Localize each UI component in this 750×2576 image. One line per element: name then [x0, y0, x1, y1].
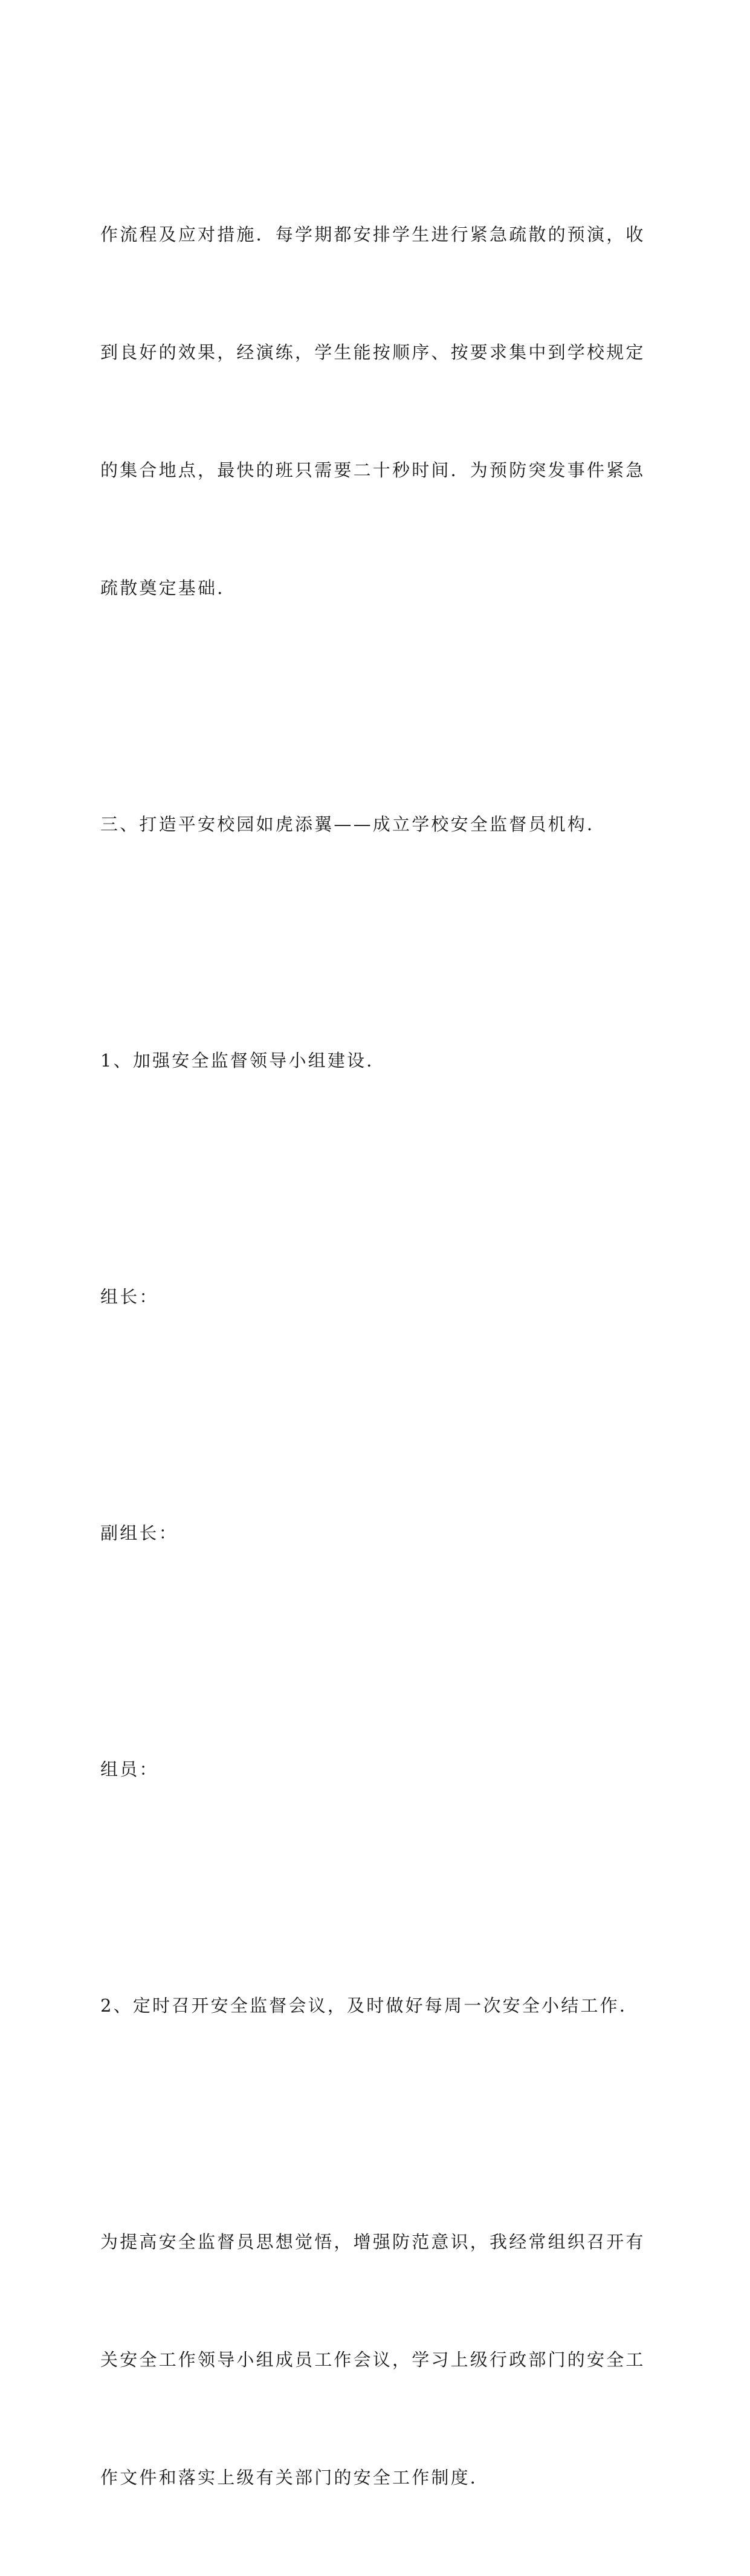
label-text: 副组长： [100, 1523, 178, 1543]
paragraph-evacuation-drill [100, 137, 662, 686]
list-item-text: 1、加强安全监督领导小组建设． [100, 1050, 386, 1071]
list-item-2 [100, 1908, 662, 2104]
label-text: 组长： [100, 1286, 159, 1307]
leader-label [100, 1199, 662, 1395]
document-body [100, 137, 662, 2576]
paragraph-line: 作文件和落实上级有关部门的安全工作制度． [100, 2467, 490, 2488]
section-heading-3 [100, 726, 662, 923]
paragraph-line: 关安全工作领导小组成员工作会议，学习上级行政部门的安全工 [100, 2349, 645, 2370]
list-item-1 [100, 963, 662, 1159]
member-label [100, 1671, 662, 1868]
list-item-text: 2、定时召开安全监督会议，及时做好每周一次安全小结工作． [100, 1995, 639, 2016]
paragraph-supervision-meetings [100, 2144, 662, 2576]
heading-text: 三、打造平安校园如虎添翼——成立学校安全监督员机构． [100, 814, 607, 834]
paragraph-line: 为提高安全监督员思想觉悟，增强防范意识，我经常组织召开有 [100, 2232, 645, 2252]
deputy-leader-label [100, 1435, 662, 1632]
paragraph-line: 作流程及应对措施．每学期都安排学生进行紧急疏散的预演，收 [100, 224, 645, 245]
paragraph-line: 的集合地点，最快的班只需要二十秒时间．为预防突发事件紧急 [100, 460, 645, 480]
paragraph-line: 疏散奠定基础． [100, 578, 237, 598]
label-text: 组员： [100, 1759, 159, 1780]
paragraph-line: 到良好的效果，经演练，学生能按顺序、按要求集中到学校规定 [100, 342, 645, 363]
